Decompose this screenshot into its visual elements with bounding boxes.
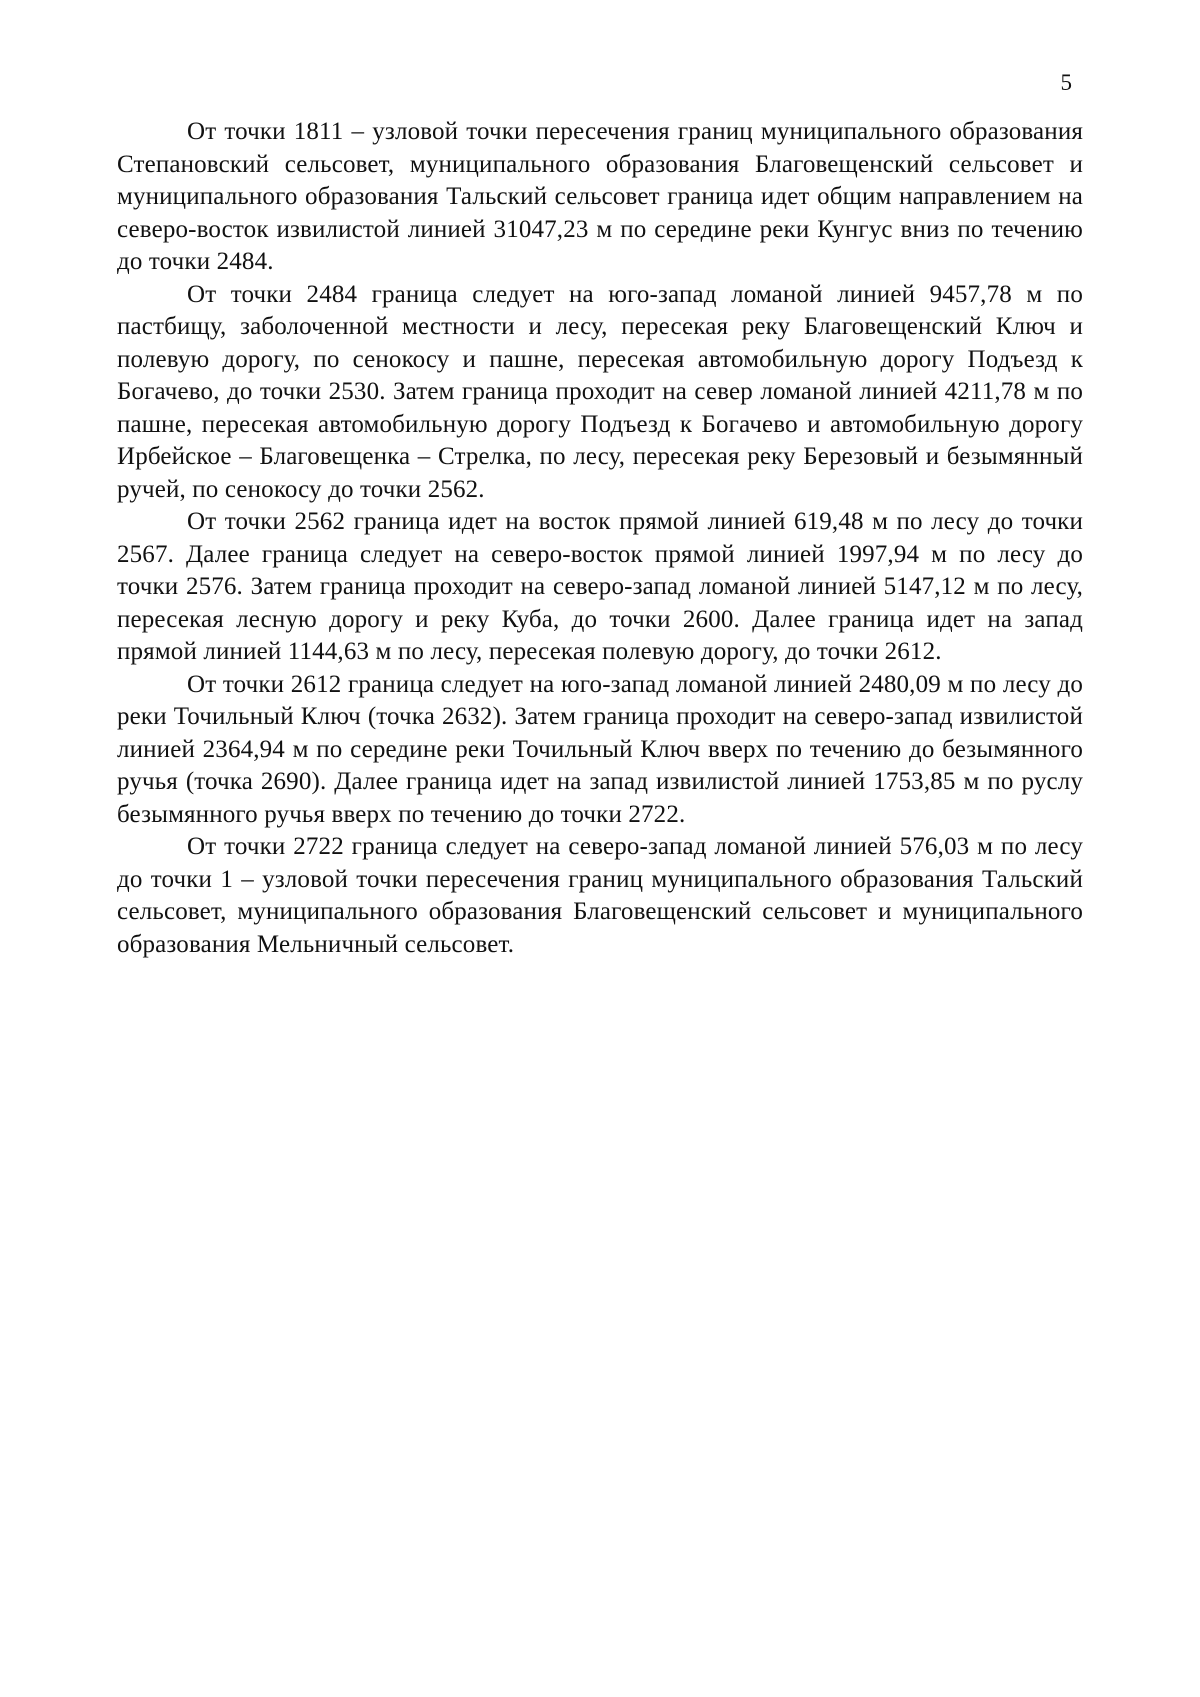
paragraph-point-2612: От точки 2612 граница следует на юго-запад ломаной линией 2480,09 м по лесу до реки Точильный Ключ (точка 2632). Затем граница проходит на северо-запад извилистой линией 2364,94 м по середине реки Точильный Ключ вверх по течению до безымянного ручья (точка 2690). Далее граница идет на запад извилистой линией 1753,85 м по руслу безымянного ручья вверх по течению до точки 2722. xyxy=(117,670,1083,828)
paragraph-point-1811: От точки 1811 – узловой точки пересечения границ муниципального образования Степановский сельсовет, муниципального образования Благовещенский сельсовет и муниципального образования Тальский сельсовет граница идет общим направлением на северо-восток извилистой линией 31047,23 м по середине реки Кунгус вниз по течению до точки 2484. xyxy=(117,118,1083,275)
page-number: 5 xyxy=(1060,70,1072,95)
paragraph-point-2562: От точки 2562 граница идет на восток прямой линией 619,48 м по лесу до точки 2567. Далее граница следует на северо-восток прямой линией 1997,94 м по лесу до точки 2576. Затем граница проходит на северо-запад ломаной линией 5147,12 м по лесу, пересекая лесную дорогу и реку Куба, до точки 2600. Далее граница идет на запад прямой линией 1144,63 м по лесу, пересекая полевую дорогу, до точки 2612. xyxy=(117,508,1083,665)
paragraph-point-2722: От точки 2722 граница следует на северо-запад ломаной линией 576,03 м по лесу до точки 1 – узловой точки пересечения границ муниципального образования Тальский сельсовет, муниципального образования Благовещенский сельсовет и муниципального образования Мельничный сельсовет. xyxy=(117,833,1083,958)
paragraph-point-2484: От точки 2484 граница следует на юго-запад ломаной линией 9457,78 м по пастбищу, заболоченной местности и лесу, пересекая реку Благовещенский Ключ и полевую дорогу, по сенокосу и пашне, пересекая автомобильную дорогу Подъезд к Богачево, до точки 2530. Затем граница проходит на север ломаной линией 4211,78 м по пашне, пересекая автомобильную дорогу Подъезд к Богачево и автомобильную дорогу Ирбейское – Благовещенка – Стрелка, по лесу, пересекая реку Березовый и безымянный ручей, по сенокосу до точки 2562. xyxy=(117,280,1083,503)
document-body xyxy=(117,116,1083,961)
